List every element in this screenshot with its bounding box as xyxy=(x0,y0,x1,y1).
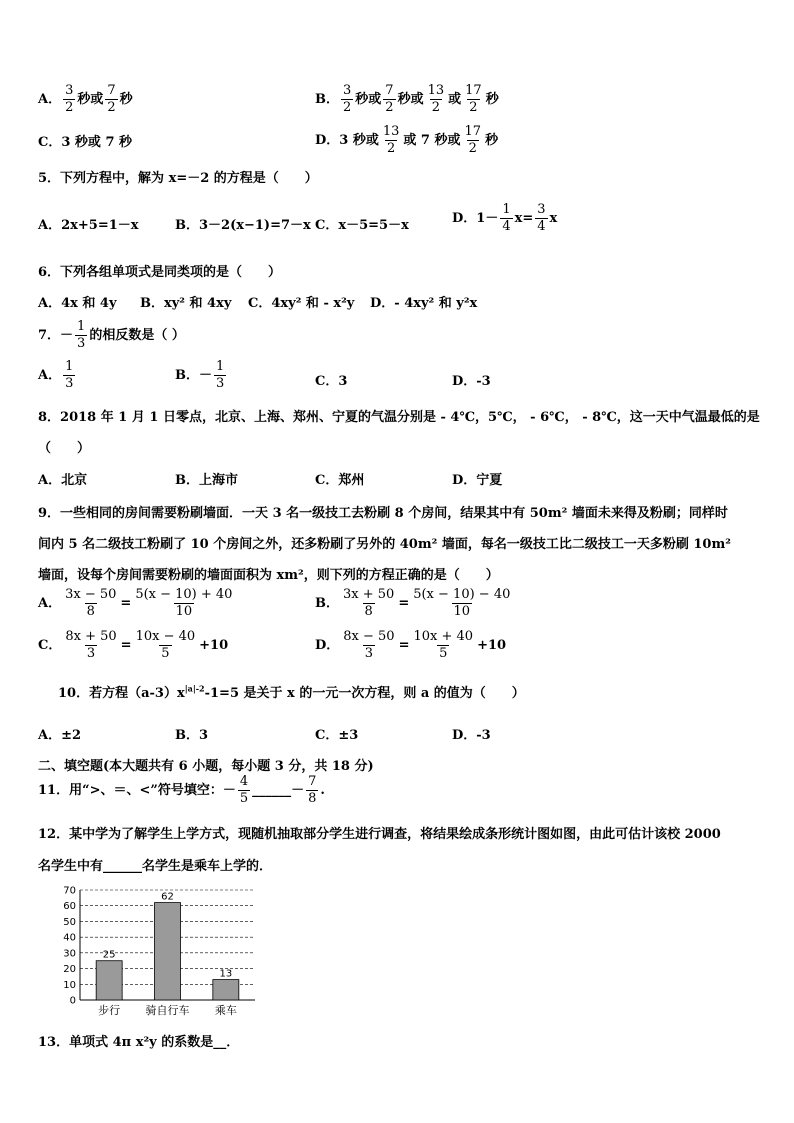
q4-option-b: B． $\frac{3}{2}$ 秒或 $\frac{7}{2}$ 秒或 $\frac{13}{2}$ 或 $\frac{17}{2}$ 秒 xyxy=(315,83,499,115)
q9-line-3: 墙面，设每个房间需要粉刷的墙面面积为 xm²，则下列的方程正确的是（ ） xyxy=(38,568,499,583)
x-tick-label-0: 步行 xyxy=(98,1004,121,1017)
q9-option-b: B． $\frac{3x + 50}{8}$ = $\frac{5(x - 10) - 40}{10}$ xyxy=(315,587,511,619)
y-tick-label-40: 40 xyxy=(63,932,76,944)
q6-stem: 6．下列各组单项式是同类项的是（ ） xyxy=(38,265,282,280)
q5-option-b: B．3－2(x−1)=7－x xyxy=(175,218,311,233)
q9-option-c: C． $\frac{8x + 50}{3}$ = $\frac{10x - 40}{5}$ +10 xyxy=(38,629,229,661)
q10-option-d: D．-3 xyxy=(452,728,491,743)
q6-option-d: D．- 4xy² 和 y²x xyxy=(370,296,478,311)
q8-stem: 8．2018 年 1 月 1 日零点，北京、上海、郑州、宁夏的气温分别是 - 4℃，5℃， - 6℃， - 8℃，这一天中气温最低的是 xyxy=(38,410,760,425)
q8-paren: （ ） xyxy=(38,441,91,456)
q10-option-b: B．3 xyxy=(175,728,209,743)
q6-option-a: A．4x 和 4y xyxy=(38,296,117,311)
q10-option-a: A．±2 xyxy=(38,728,82,743)
q10-stem: 10．若方程$(a-3)x^{|a|-2}-1=5$ 是关于 x 的一元一次方程，则 a 的值为（ ） xyxy=(58,683,525,701)
q9-line-2: 间内 5 名二级技工粉刷了 10 个房间之外，还多粉刷了另外的 40m² 墙面，每名一级技工比二级技工一天多粉刷 10m² xyxy=(38,537,731,552)
q5-option-c: C．x－5=5－x xyxy=(315,218,409,233)
q8-option-d: D．宁夏 xyxy=(452,473,503,488)
q4-option-c: C．3 秒或 7 秒 xyxy=(38,135,133,150)
section-2-heading: 二、填空题(本大题共有 6 小题，每小题 3 分，共 18 分) xyxy=(38,759,374,774)
q6-option-b: B．xy² 和 4xy xyxy=(140,296,232,311)
data-label-0: 25 xyxy=(102,949,116,961)
q12-line-1: 12．某中学为了解学生上学方式，现随机抽取部分学生进行调查，将结果绘成条形统计图如图，由此可估计该校 2000 xyxy=(38,827,721,842)
x-tick-label-2: 乘车 xyxy=(214,1004,237,1017)
bar-2 xyxy=(213,980,239,1000)
q7-stem: 7．－ $\frac{1}{3}$ 的相反数是（ ） xyxy=(38,319,185,351)
q7-option-d: D．-3 xyxy=(452,374,491,389)
q8-option-a: A．北京 xyxy=(38,473,88,488)
y-tick-label-60: 60 xyxy=(63,901,76,913)
data-label-2: 13 xyxy=(219,968,233,980)
y-tick-label-20: 20 xyxy=(63,964,76,976)
q7-option-a: A． $\frac{1}{3}$ xyxy=(38,359,74,391)
y-tick-label-70: 70 xyxy=(63,885,76,897)
bar-chart xyxy=(40,880,270,1020)
q4-option-a: A． $\frac{3}{2}$ 秒或 $\frac{7}{2}$ 秒 xyxy=(38,83,133,115)
q4-option-d: D．3 秒或 $\frac{13}{2}$ 或 7 秒或 $\frac{17}{2}$ 秒 xyxy=(315,124,499,156)
q8-option-b: B．上海市 xyxy=(175,473,238,488)
q10-option-c: C．±3 xyxy=(315,728,359,743)
q9-line-1: 9．一些相同的房间需要粉刷墙面．一天 3 名一级技工去粉刷 8 个房间，结果其中有 50m² 墙面未来得及粉刷；同样时 xyxy=(38,506,728,521)
y-tick-label-50: 50 xyxy=(63,916,76,928)
q7-option-c: C．3 xyxy=(315,374,348,389)
q5-option-d: D．1－ $\frac{1}{4}$ x= $\frac{3}{4}$ x xyxy=(452,202,558,234)
y-tick-label-10: 10 xyxy=(63,979,76,991)
bar-0 xyxy=(96,961,122,1000)
q9-option-a: A． $\frac{3x - 50}{8}$ = $\frac{5(x - 10) + 40}{10}$ xyxy=(38,587,233,619)
data-label-1: 62 xyxy=(161,891,174,903)
q7-option-b: B．－ $\frac{1}{3}$ xyxy=(175,359,225,391)
bar-1 xyxy=(155,903,181,1000)
q5-option-a: A．2x+5=1－x xyxy=(38,218,139,233)
q11-stem: 11．用“>、＝、<”符号填空：－ $\frac{4}{5}$ ______－ $\frac{7}{8}$ . xyxy=(38,774,325,806)
q5-stem: 5．下列方程中，解为 x=－2 的方程是（ ） xyxy=(38,171,318,186)
y-tick-label-30: 30 xyxy=(63,948,76,960)
q9-option-d: D． $\frac{8x - 50}{3}$ = $\frac{10x + 40}{5}$ +10 xyxy=(315,629,507,661)
q12-line-2: 名学生中有______名学生是乘车上学的． xyxy=(38,859,273,874)
q6-option-c: C．4xy² 和 - x²y xyxy=(248,296,355,311)
q13-stem: 13．单项式 4π x²y 的系数是__． xyxy=(38,1035,240,1050)
x-tick-label-1: 骑自行车 xyxy=(145,1004,190,1017)
y-tick-label-0: 0 xyxy=(69,995,76,1007)
q8-option-c: C．郑州 xyxy=(315,473,365,488)
